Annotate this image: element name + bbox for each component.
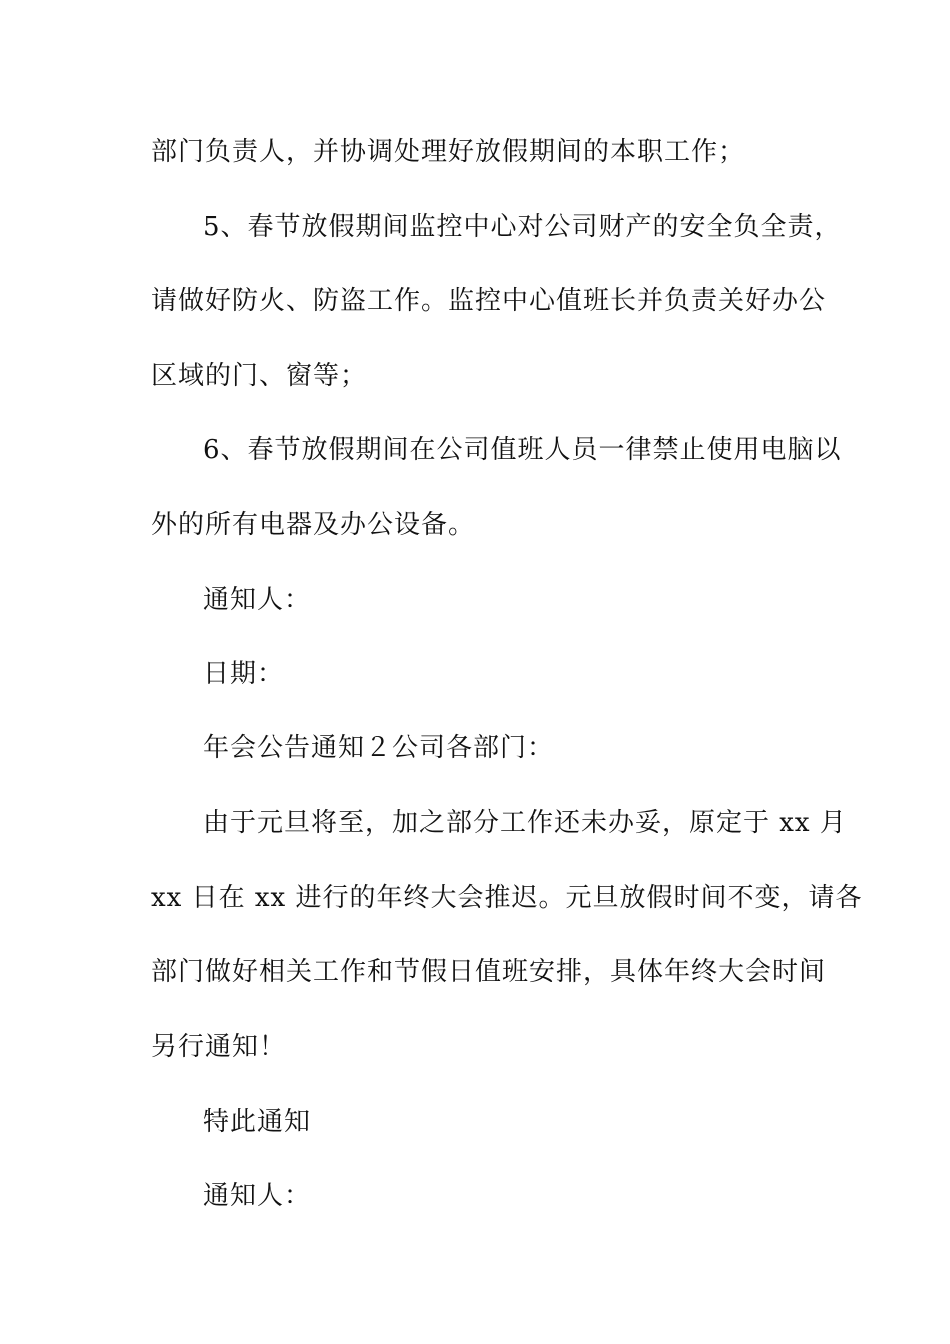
- paragraph-line: 5、春节放假期间监控中心对公司财产的安全负全责，: [203, 212, 842, 242]
- paragraph-line: 6、春节放假期间在公司值班人员一律禁止使用电脑以: [203, 435, 842, 465]
- paragraph-line: 部门负责人，并协调处理好放假期间的本职工作；: [151, 137, 746, 167]
- notifier-label: 通知人：: [203, 585, 312, 615]
- paragraph-line: 由于元旦将至，加之部分工作还未办妥，原定于 xx 月: [203, 808, 847, 838]
- date-label: 日期：: [203, 659, 285, 689]
- paragraph-line: 外的所有电器及办公设备。: [151, 510, 476, 540]
- paragraph-line: 请做好防火、防盗工作。监控中心值班长并负责关好办公: [151, 286, 827, 316]
- notifier-label: 通知人：: [203, 1181, 312, 1211]
- paragraph-line: xx 日在 xx 进行的年终大会推迟。元旦放假时间不变，请各: [151, 883, 863, 913]
- notice-heading: 年会公告通知２公司各部门：: [203, 733, 555, 763]
- paragraph-line: 部门做好相关工作和节假日值班安排，具体年终大会时间: [151, 957, 827, 987]
- paragraph-line: 另行通知！: [151, 1032, 287, 1062]
- closing-text: 特此通知: [203, 1107, 312, 1137]
- paragraph-line: 区域的门、窗等；: [151, 361, 368, 391]
